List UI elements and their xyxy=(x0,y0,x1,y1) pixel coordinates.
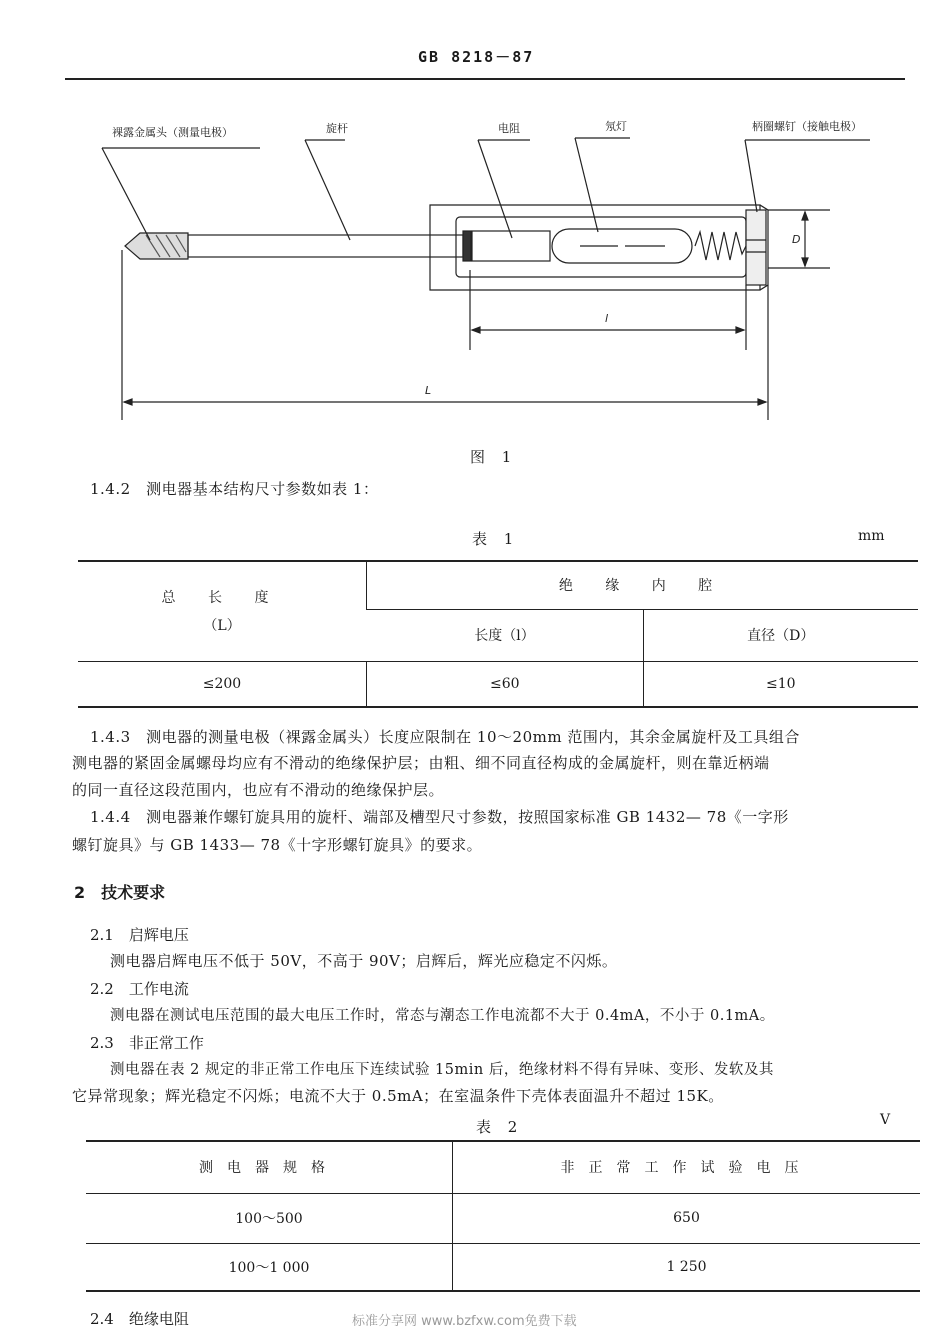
header-divider xyxy=(65,78,905,80)
para-1-4-3-line2: 测电器的紧固金属螺母均应有不滑动的绝缘保护层；由粗、细不同直径构成的金属旋杆，则在靠近柄端 xyxy=(72,754,770,772)
table2-head-spec: 测电器规格 xyxy=(86,1141,453,1193)
insulated-cavity xyxy=(456,217,746,277)
table2-cell-spec: 100～1 000 xyxy=(228,1259,310,1276)
table1-unit: mm xyxy=(858,528,885,544)
para-1-4-2: 1.4.2 测电器基本结构尺寸参数如表 1： xyxy=(90,480,379,498)
label-metal-tip: 裸露金属头（测量电极） xyxy=(112,126,233,139)
section-2-1-body: 测电器启辉电压不低于 50V，不高于 90V；启辉后，辉光应稳定不闪烁。 xyxy=(110,952,618,970)
table1-head-total: 总 长 度 （L） xyxy=(78,561,367,661)
para-1-4-3-line3: 的同一直径这段范围内，也应有不滑动的绝缘保护层。 xyxy=(72,781,445,799)
table1-head-length: 长度（l） xyxy=(367,609,644,661)
table2 xyxy=(86,1140,920,1292)
table1-head-cavity: 绝 缘 内 腔 xyxy=(367,561,919,609)
para-1-4-4-line1: 1.4.4 测电器兼作螺钉旋具用的旋杆、端部及槽型尺寸参数，按照国家标准 GB 1432— 78《一字形 xyxy=(90,808,789,826)
table1-cell-total: ≤200 xyxy=(202,675,242,692)
table2-cell-voltage: 1 250 xyxy=(453,1243,921,1291)
label-end-screw: 柄圈螺钉（接触电极） xyxy=(752,120,862,133)
label-dim-l: l xyxy=(605,312,609,325)
standard-code-header: GB 8218－87 xyxy=(418,48,535,66)
end-screw xyxy=(746,210,766,285)
shaft xyxy=(188,235,463,257)
table2-cell-voltage: 650 xyxy=(453,1193,921,1243)
table2-head-voltage: 非正常工作试验电压 xyxy=(453,1141,921,1193)
section-2-3-line2: 它异常现象；辉光稳定不闪烁；电流不大于 0.5mA；在室温条件下壳体表面温升不超过 15K。 xyxy=(72,1087,724,1105)
label-neon-lamp: 氖灯 xyxy=(605,120,627,133)
label-resistor: 电阻 xyxy=(498,122,520,135)
table1-cell-diameter: ≤10 xyxy=(643,661,918,707)
para-1-4-4-line2: 螺钉旋具》与 GB 1433— 78《十字形螺钉旋具》的要求。 xyxy=(72,836,483,854)
section-2-title: 2 技术要求 xyxy=(74,883,166,902)
watermark-text: 标准分享网 www.bzfxw.com免费下载 xyxy=(352,1314,577,1329)
table2-unit: V xyxy=(880,1112,891,1128)
spring xyxy=(695,232,746,260)
table1 xyxy=(78,560,918,708)
label-dim-D: D xyxy=(792,233,801,246)
table1-cell-length: ≤60 xyxy=(367,661,644,707)
label-shaft: 旋杆 xyxy=(326,122,348,135)
section-2-2-body: 测电器在测试电压范围的最大电压工作时，常态与潮态工作电流都不大于 0.4mA，不小于 0.1mA。 xyxy=(110,1008,775,1024)
table1-caption: 表 1 xyxy=(472,530,520,548)
para-1-4-3-line1: 1.4.3 测电器的测量电极（裸露金属头）长度应限制在 10～20mm 范围内，其余金属旋杆及工具组合 xyxy=(90,728,800,746)
section-2-1-title: 2.1 启辉电压 xyxy=(90,926,189,944)
section-2-3-line1: 测电器在表 2 规定的非正常工作电压下连续试验 15min 后，绝缘材料不得有异味、变形、发软及其 xyxy=(110,1062,774,1078)
figure-caption: 图 1 xyxy=(470,448,518,466)
section-2-4-title: 2.4 绝缘电阻 xyxy=(90,1310,189,1328)
section-2-2-title: 2.2 工作电流 xyxy=(90,980,189,998)
table2-caption: 表 2 xyxy=(476,1118,524,1136)
table2-cell-spec: 100～500 xyxy=(86,1193,453,1243)
neon-lamp xyxy=(552,229,692,263)
table1-head-diameter: 直径（D） xyxy=(643,609,918,661)
section-2-3-title: 2.3 非正常工作 xyxy=(90,1034,204,1052)
tester-structure-diagram xyxy=(0,100,950,440)
label-dim-L: L xyxy=(425,384,432,397)
